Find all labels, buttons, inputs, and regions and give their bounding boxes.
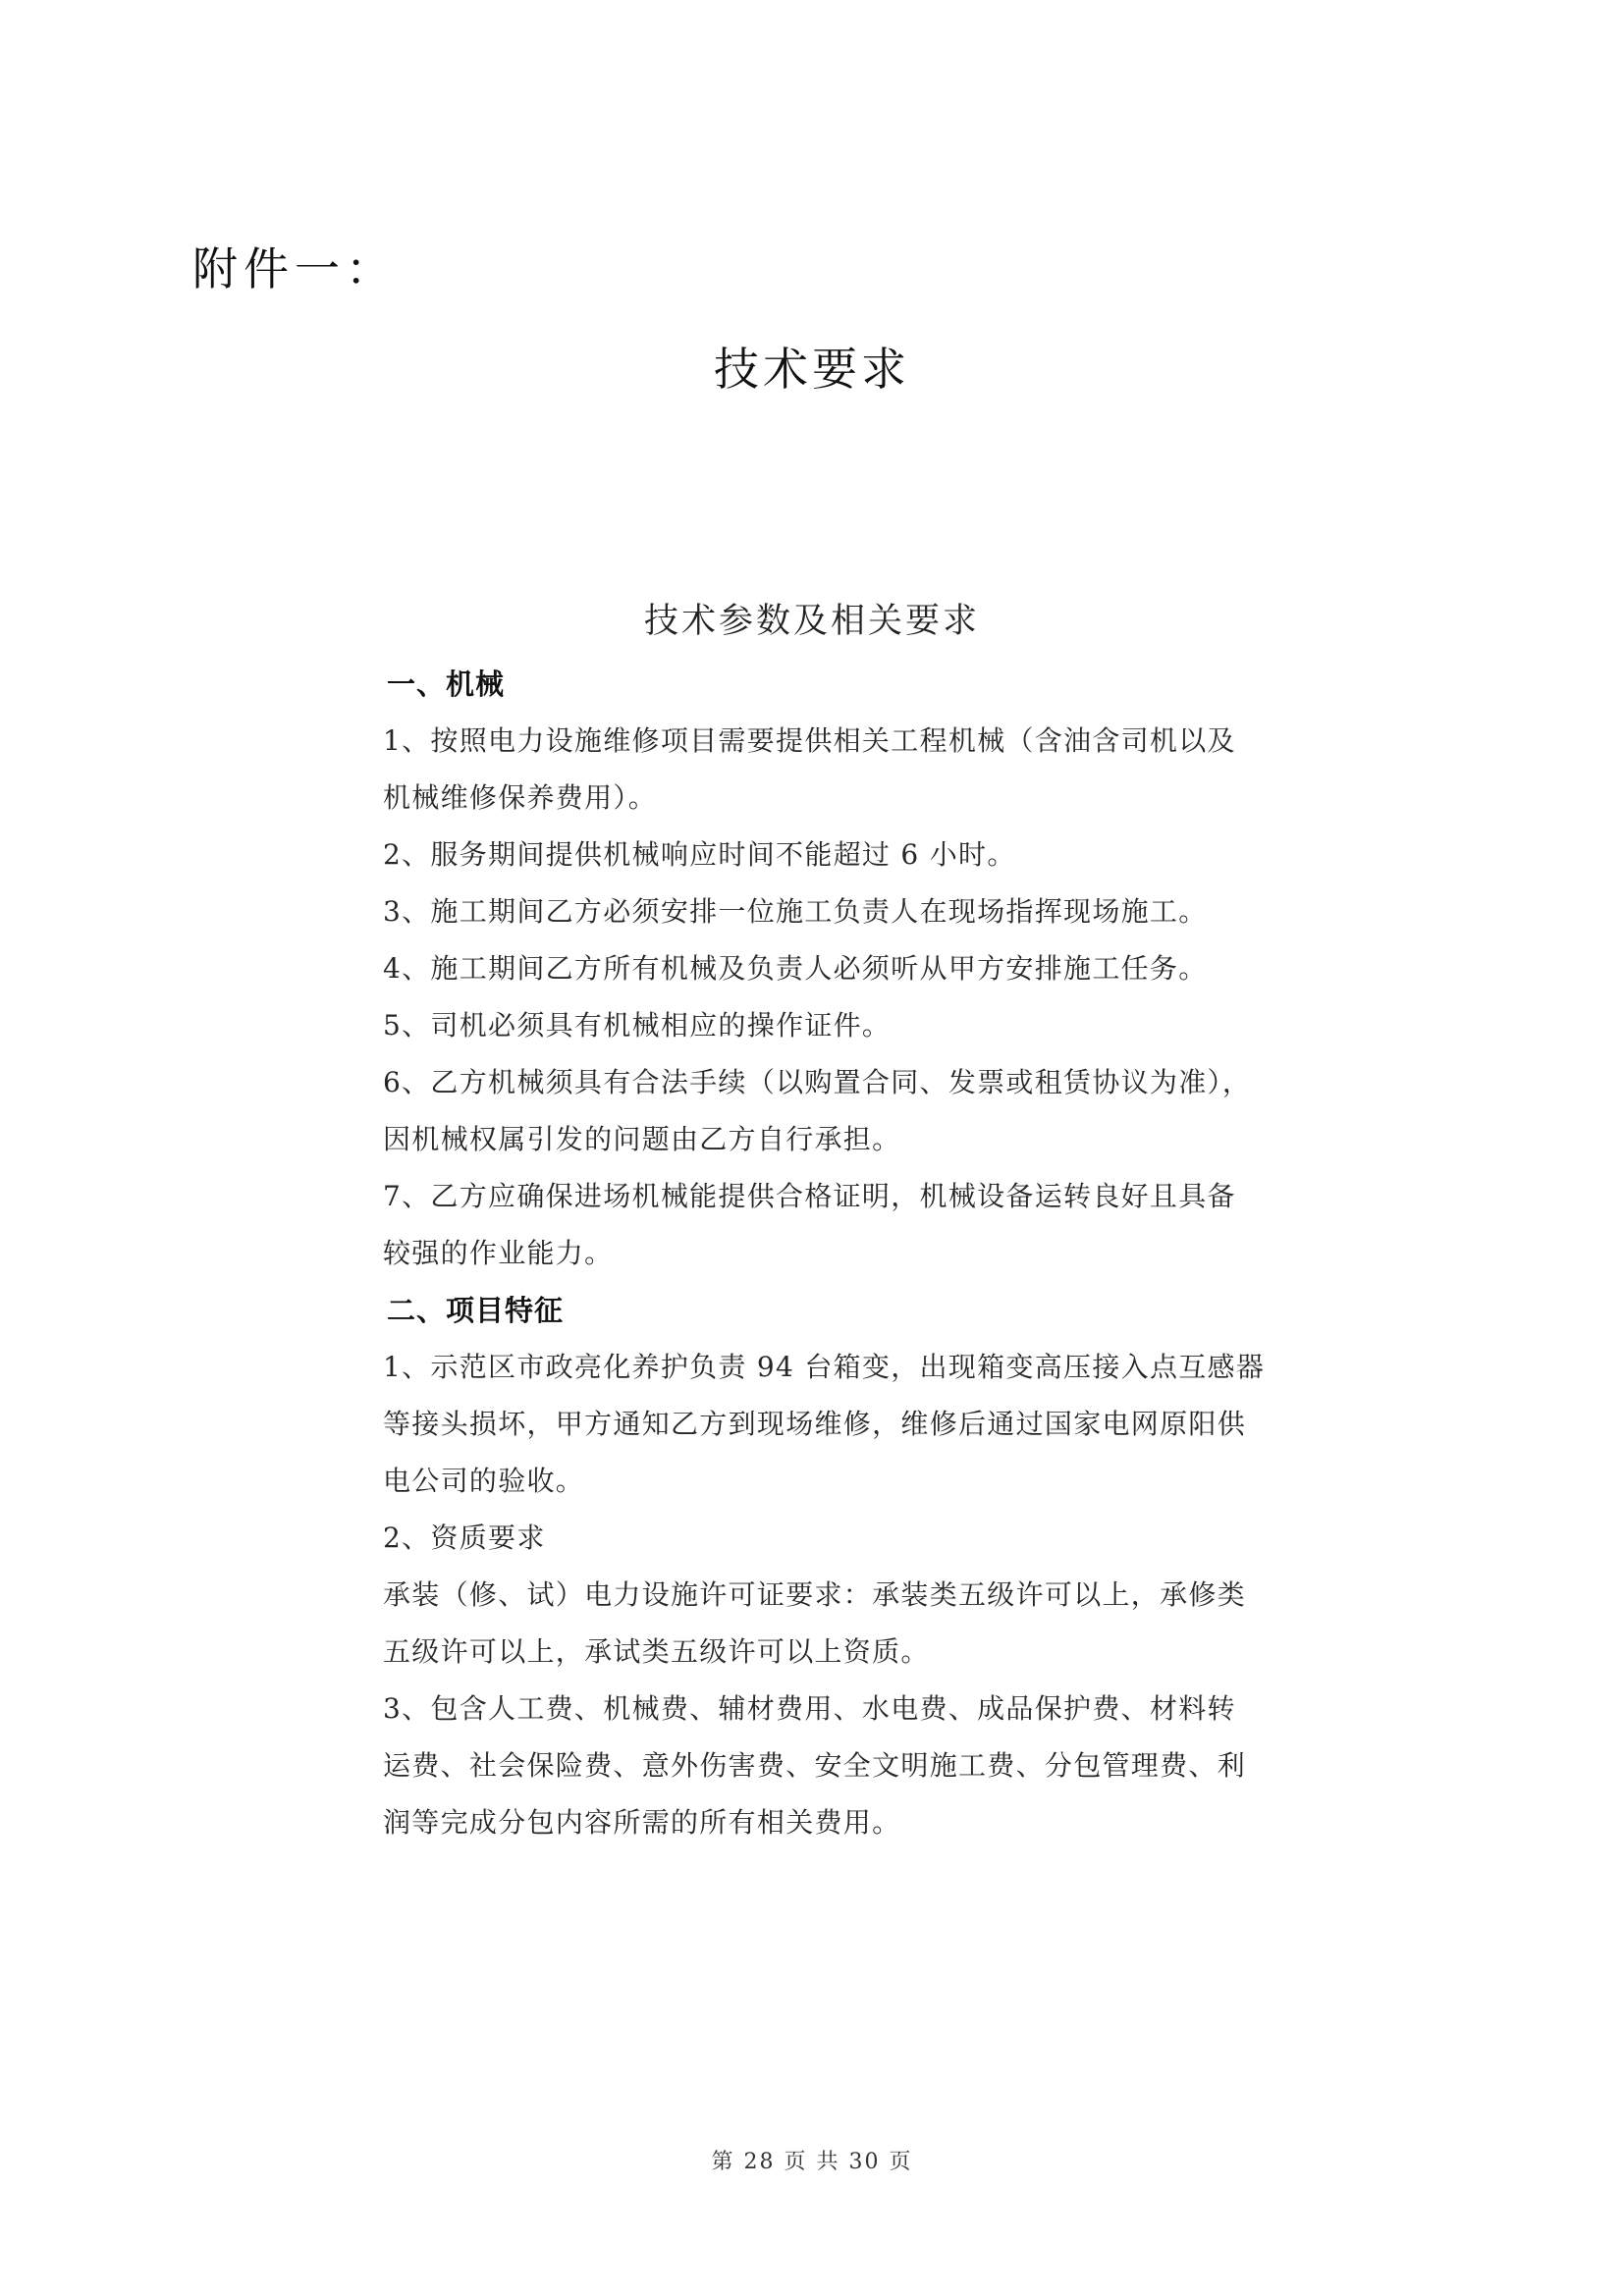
paragraph-line: 1、按照电力设施维修项目需要提供相关工程机械（含油含司机以及 — [383, 724, 1236, 757]
paragraph-line: 6、乙方机械须具有合法手续（以购置合同、发票或租赁协议为准）， — [383, 1066, 1252, 1098]
paragraph-line: 承装（修、试）电力设施许可证要求：承装类五级许可以上，承修类 — [383, 1578, 1247, 1611]
paragraph-line: 3、包含人工费、机械费、辅材费用、水电费、成品保护费、材料转 — [383, 1692, 1236, 1725]
paragraph-line: 电公司的验收。 — [383, 1465, 585, 1497]
paragraph-line: 2、服务期间提供机械响应时间不能超过 6 小时。 — [383, 838, 1016, 871]
paragraph-line: 因机械权属引发的问题由乙方自行承担。 — [383, 1123, 901, 1155]
page-number-footer: 第 28 页 共 30 页 — [711, 2150, 913, 2174]
paragraph-line: 运费、社会保险费、意外伤害费、安全文明施工费、分包管理费、利 — [383, 1749, 1247, 1782]
attachment-label: 附件一： — [192, 242, 397, 295]
paragraph-line: 1、示范区市政亮化养护负责 94 台箱变，出现箱变高压接入点互感器 — [383, 1351, 1266, 1383]
paragraph-line: 4、施工期间乙方所有机械及负责人必须听从甲方安排施工任务。 — [383, 952, 1208, 985]
paragraph-line: 机械维修保养费用）。 — [383, 781, 658, 814]
page-title: 技术要求 — [714, 343, 910, 396]
paragraph-line: 五级许可以上，承试类五级许可以上资质。 — [383, 1635, 930, 1668]
paragraph-line: 润等完成分包内容所需的所有相关费用。 — [383, 1806, 901, 1839]
section-heading-machinery: 一、机械 — [387, 667, 506, 701]
paragraph-line: 5、司机必须具有机械相应的操作证件。 — [383, 1009, 892, 1041]
paragraph-line: 7、乙方应确保进场机械能提供合格证明，机械设备运转良好且具备 — [383, 1180, 1236, 1212]
section-subtitle: 技术参数及相关要求 — [643, 602, 980, 641]
paragraph-line: 3、施工期间乙方必须安排一位施工负责人在现场指挥现场施工。 — [383, 895, 1208, 928]
section-heading-project-features: 二、项目特征 — [387, 1294, 565, 1327]
paragraph-line: 2、资质要求 — [383, 1522, 546, 1554]
document-body — [381, 656, 1294, 1851]
paragraph-line: 较强的作业能力。 — [383, 1237, 614, 1269]
paragraph-line: 等接头损坏，甲方通知乙方到现场维修，维修后通过国家电网原阳供 — [383, 1408, 1247, 1440]
